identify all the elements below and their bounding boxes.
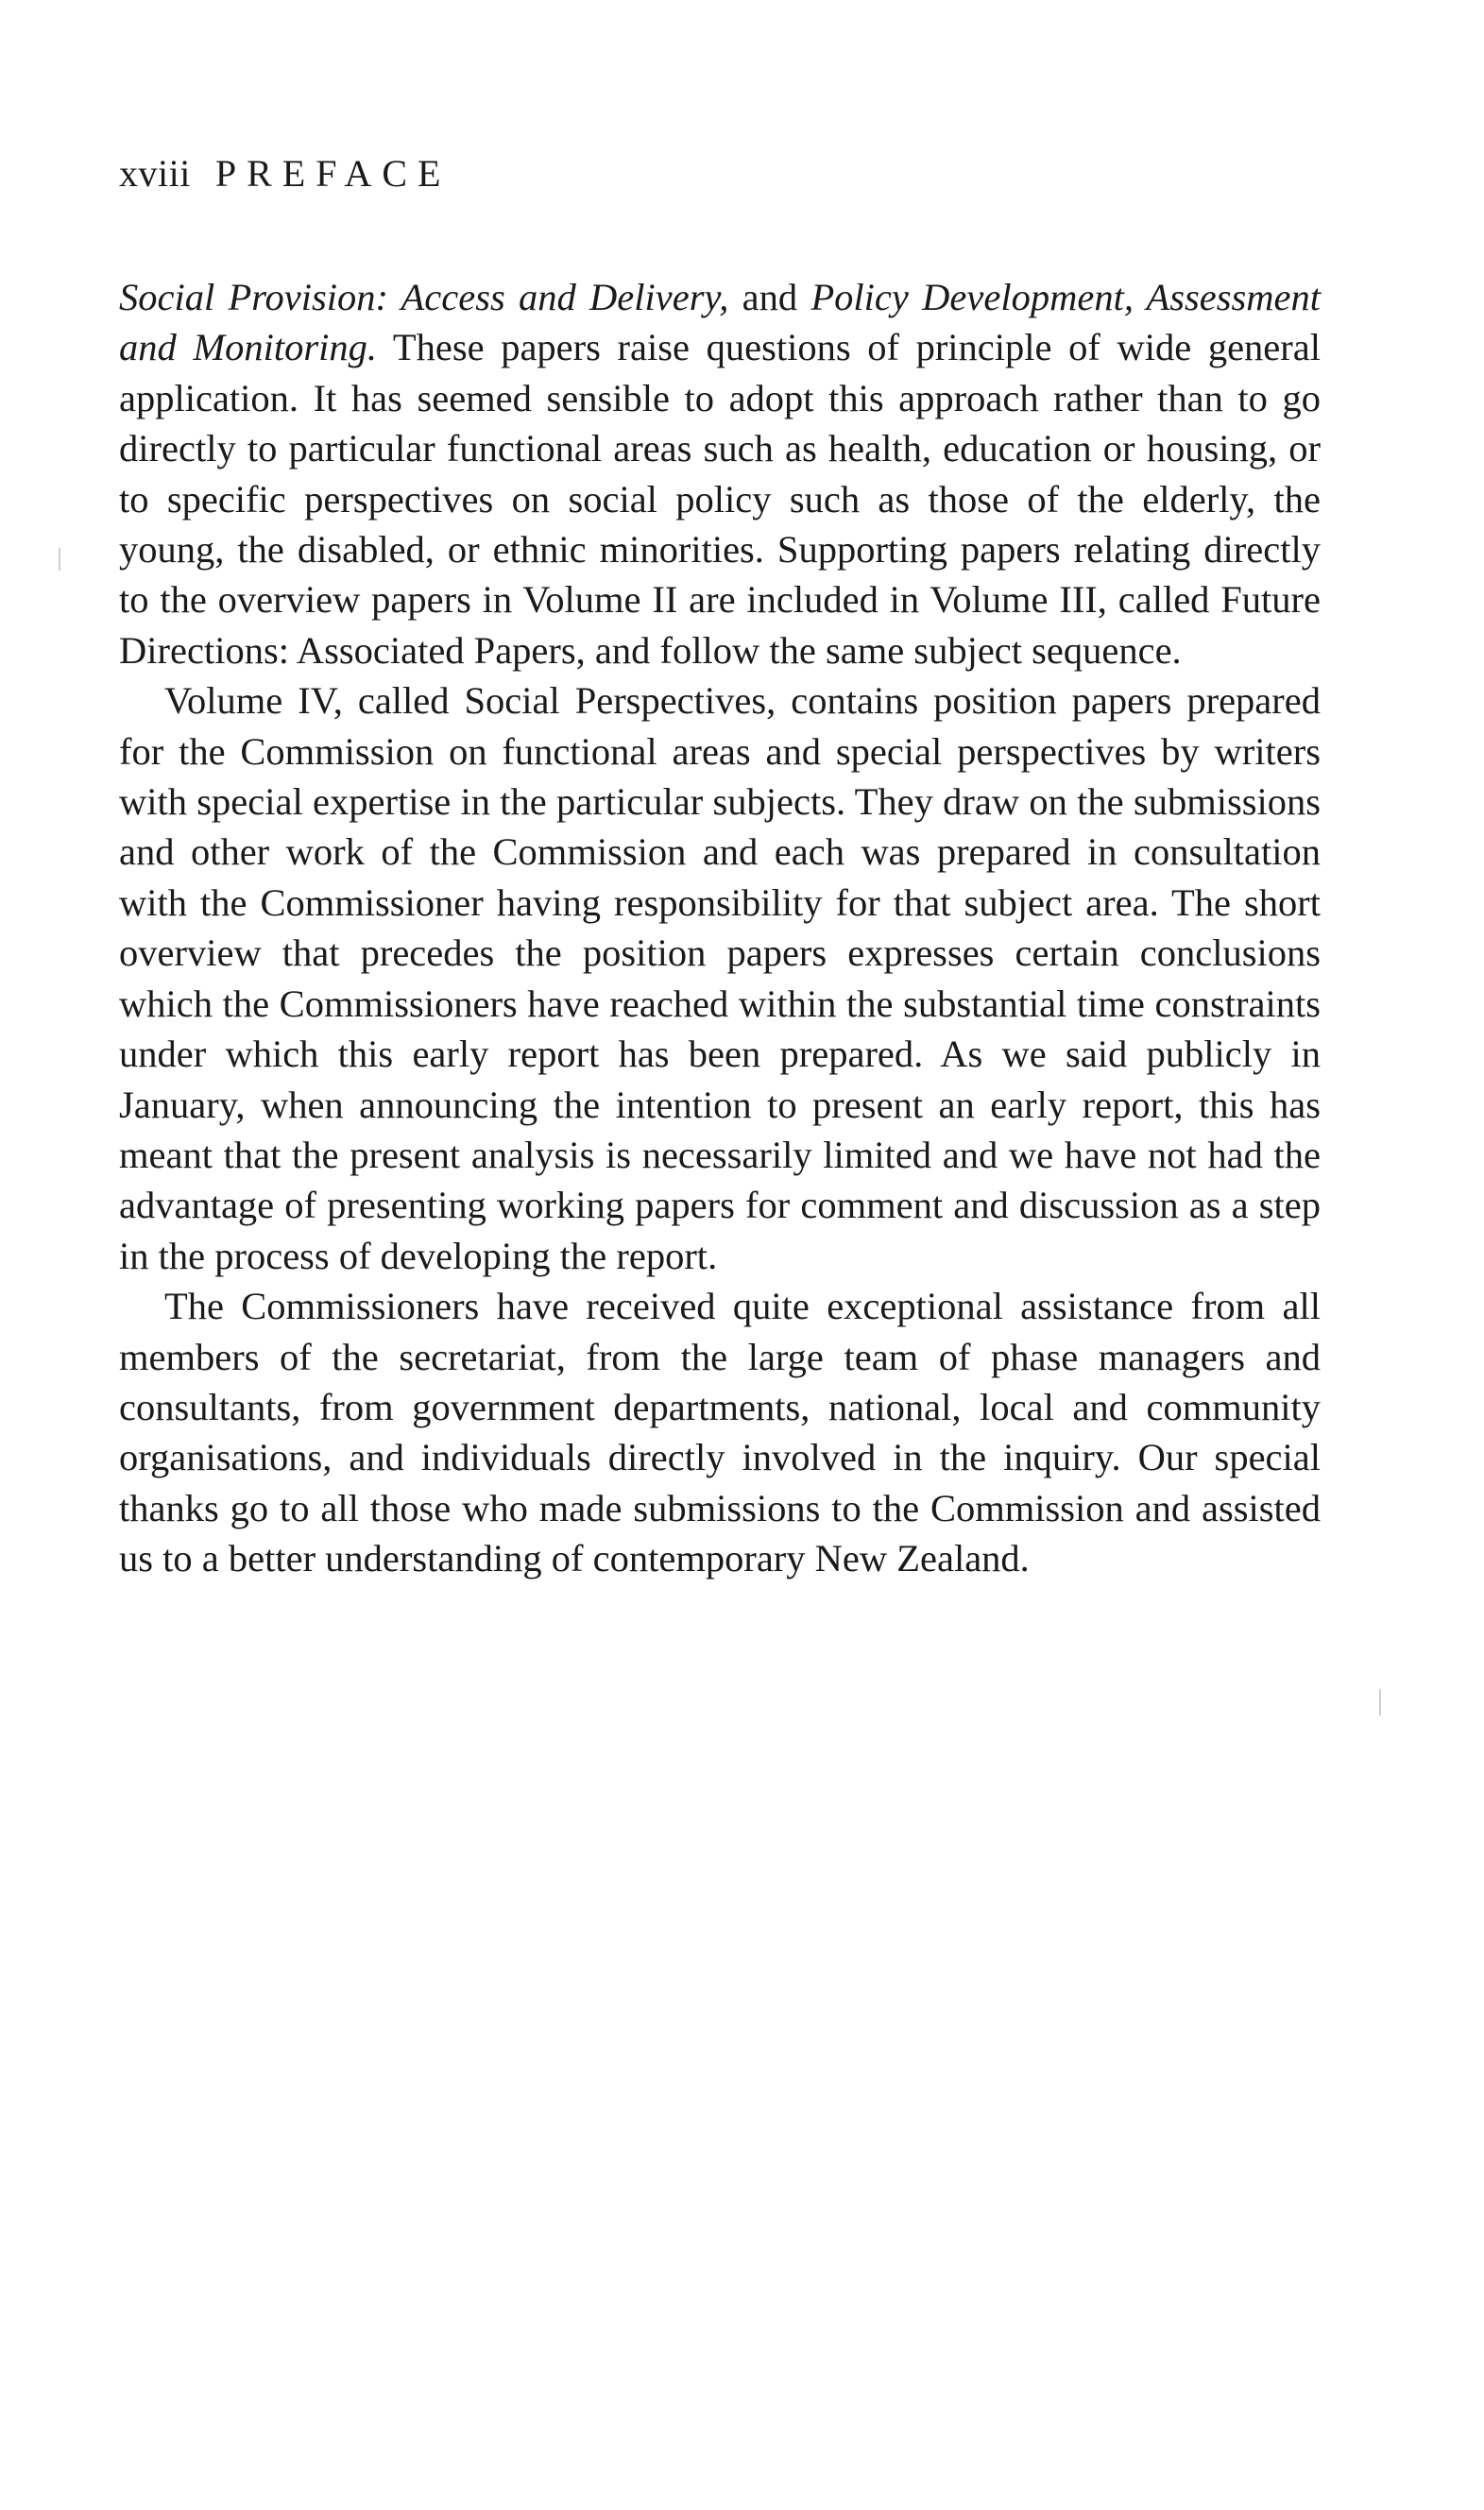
paragraph-1-connector: and xyxy=(728,276,811,318)
body-text xyxy=(119,272,1321,1584)
running-head-title: PREFACE xyxy=(214,152,452,195)
paragraph-1 xyxy=(119,272,1321,675)
left-margin-scan-mark xyxy=(59,548,60,571)
italic-title-social-provision: Social Provision: Access and Delivery, xyxy=(119,276,729,318)
right-margin-scan-mark xyxy=(1379,1689,1381,1716)
paragraph-1-text: These papers raise questions of principle of wide general application. It has seemed sensible to adopt this approach rather than to go directly to particular functional areas such as health, education or housing, or to specific perspectives on social policy such as those of the elderly, the young, the disabled, or ethnic minorities. Supporting papers relating directly to the overview papers in Volume II are included in Volume III, called Future Directions: Associated Papers, and follow the same subject sequence. xyxy=(119,326,1321,672)
paragraph-2: Volume IV, called Social Perspectives, contains position papers prepared for the Commission on functional areas and special perspectives by writers with special expertise in the particular subjects. They draw on the submissions and other work of the Commission and each was prepared in consultation with the Commissioner having responsibility for that subject area. The short overview that precedes the position papers expresses certain conclusions which the Commissioners have reached within the substantial time constraints under which this early report has been prepared. As we said publicly in January, when announcing the intention to present an early report, this has meant that the present analysis is necessarily limited and we have not had the advantage of presenting working papers for comment and discussion as a step in the process of developing the report. xyxy=(119,679,1321,1277)
running-head xyxy=(119,151,451,196)
italic-title-policy-development: Policy Development, Assessment and Monitoring. xyxy=(119,276,1321,369)
page-number: xviii xyxy=(119,152,191,195)
paragraph-3: The Commissioners have received quite exceptional assistance from all members of the secretariat, from the large team of phase managers and consultants, from government departments, national, local and community organisations, and individuals directly involved in the inquiry. Our special thanks go to all those who made submissions to the Commission and assisted us to a better understanding of contemporary New Zealand. xyxy=(119,1285,1321,1580)
